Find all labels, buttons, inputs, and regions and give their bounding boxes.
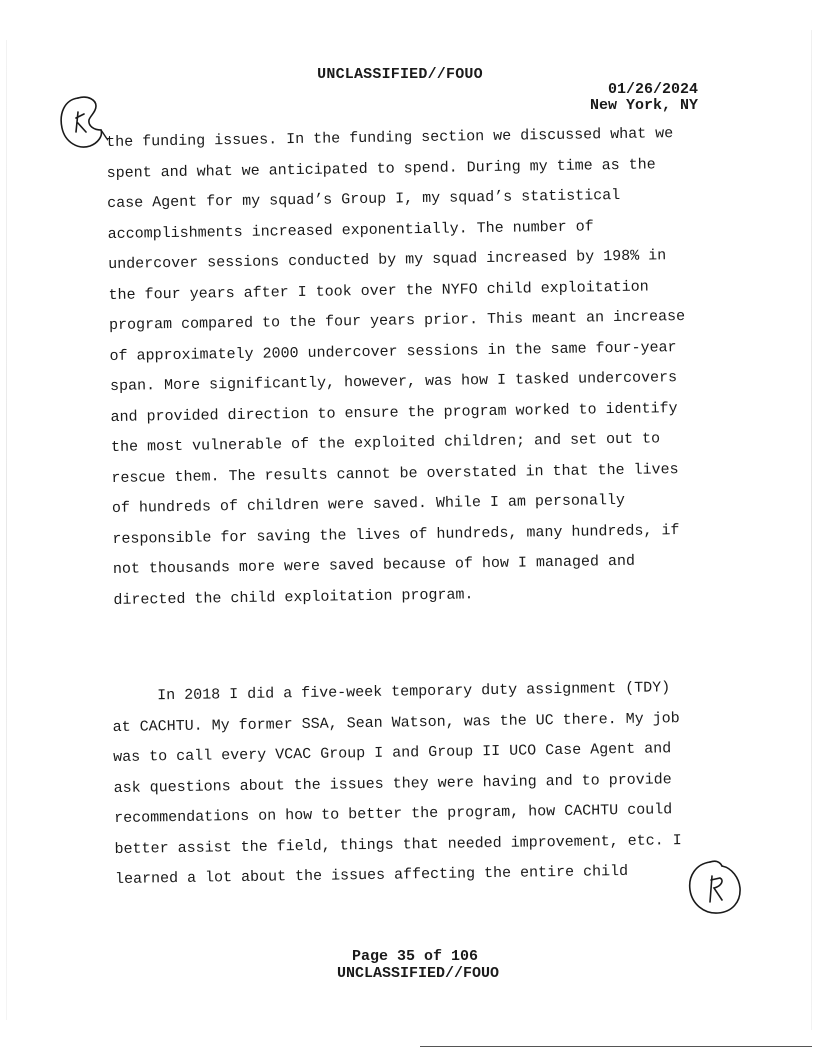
scan-edge-right (811, 30, 812, 1030)
body-line: accomplishments increased exponentially. The number of (107, 217, 594, 243)
body-line: program compared to the four years prior. This meant an increase (108, 307, 686, 334)
body-line: the most vulnerable of the exploited children; and set out to (110, 430, 661, 456)
handwritten-initial-mark-bottom (686, 858, 744, 918)
body-line: the four years after I took over the NYFO child exploitation (108, 277, 649, 304)
body-line: In 2018 I did a five-week temporary duty assignment (TDY) (112, 679, 671, 705)
handwritten-initial-mark-top (56, 92, 108, 154)
body-line: learned a lot about the issues affecting the entire child (114, 862, 629, 888)
body-paragraph-1 (106, 118, 754, 616)
body-line: responsible for saving the lives of hundreds, many hundreds, if (112, 521, 680, 548)
body-line: not thousands more were saved because of how I managed and (112, 552, 636, 578)
body-line: recommendations on how to better the program, how CACHTU could (114, 801, 673, 827)
body-line: directed the child exploitation program. (113, 585, 474, 609)
body-line: case Agent for my squad’s Group I, my squad’s statistical (107, 186, 621, 212)
body-paragraph-2 (112, 672, 755, 896)
body-line: span. More significantly, however, was how I tasked undercovers (109, 369, 678, 395)
header-classification: UNCLASSIFIED//FOUO (317, 66, 483, 83)
body-line: was to call every VCAC Group I and Group II UCO Case Agent and (113, 740, 672, 766)
body-line: better assist the field, things that needed improvement, etc. I (114, 831, 682, 858)
footer-classification: UNCLASSIFIED//FOUO (336, 965, 500, 982)
body-line: at CACHTU. My former SSA, Sean Watson, was the UC there. My job (112, 709, 680, 736)
body-line: of hundreds of children were saved. While I am personally (111, 491, 626, 517)
body-line: rescue them. The results cannot be overstated in that the lives (111, 460, 679, 487)
body-line: undercover sessions conducted by my squad increased by 198% in (108, 247, 667, 273)
header-date: 01/26/2024 (607, 81, 698, 98)
scan-artifact-line (420, 1046, 812, 1047)
body-line: and provided direction to ensure the program worked to identify (110, 399, 678, 426)
body-line: of approximately 2000 undercover sessions in the same four-year (109, 338, 677, 365)
body-line: spent and what we anticipated to spend. During my time as the (106, 155, 656, 182)
body-line: ask questions about the issues they were having and to provide (113, 770, 672, 797)
scan-edge-left (6, 40, 7, 1020)
header-location: New York, NY (589, 97, 698, 114)
footer-page-number: Page 35 of 106 (351, 948, 479, 965)
body-line: the funding issues. In the funding section we discussed what we (106, 125, 674, 151)
